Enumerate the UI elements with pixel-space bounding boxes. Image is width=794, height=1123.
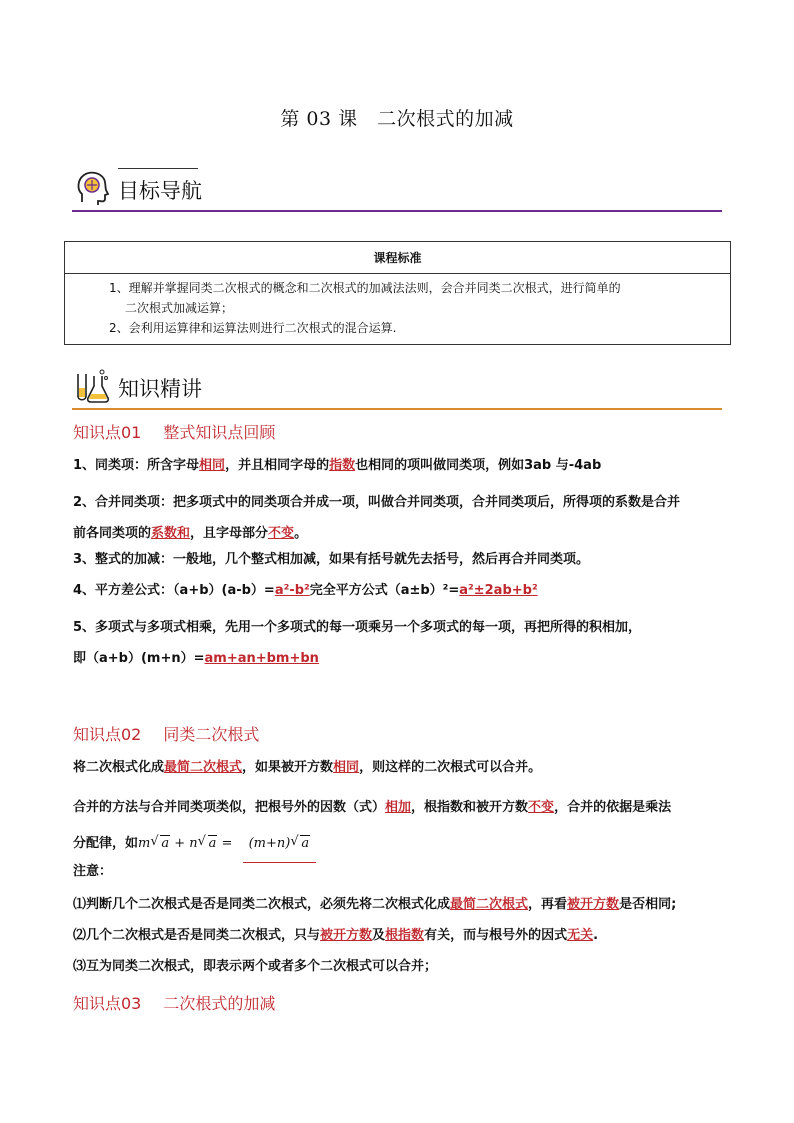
kp1-title: 知识点01 整式知识点回顾 xyxy=(73,423,276,442)
kp2-p1: 将二次根式化成最简二次根式，如果被开方数相同，则这样的二次根式可以合并。 xyxy=(73,760,542,775)
header-divider xyxy=(72,210,722,212)
formula-lhs: m√ a + n√ a = xyxy=(138,836,237,851)
section-header-knowledge xyxy=(72,366,722,410)
kp1-p5: 5、多项式与多项式相乘，先用一个多项式的每一项乘另一个多项式的每一项，再把所得的积相加， 即（a+b）(m+n）=am+an+bm+bn xyxy=(73,620,642,666)
kp2-title: 知识点02 同类二次根式 xyxy=(73,725,260,744)
standard-item-1: 1、理解并掌握同类二次根式的概念和二次根式的加减法法则，会合并同类二次根式，进行简单的 xyxy=(109,281,621,295)
kp2-note-1: ⑴判断几个二次根式是否是同类二次根式，必须先将二次根式化成最简二次根式，再看被开方数是否相同; xyxy=(73,897,677,912)
kp2-note-label: 注意： xyxy=(73,864,113,879)
kp2-note-2: ⑵几个二次根式是否是同类二次根式，只与被开方数及根指数有关，而与根号外的因式无关. xyxy=(73,928,599,943)
header-topline xyxy=(118,168,198,169)
formula-rhs: (m+n)√ a xyxy=(243,826,317,863)
header-divider xyxy=(72,408,722,410)
kp1-p2: 2、合并同类项：把多项式中的同类项合并成一项，叫做合并同类项，合并同类项后，所得项的系数是合并 前各同类项的系数和，且字母部分不变。 xyxy=(73,495,681,541)
kp1-p3: 3、整式的加减：一般地，几个整式相加减，如果有括号就先去括号，然后再合并同类项。 xyxy=(73,552,590,567)
kp3-title: 知识点03 二次根式的加减 xyxy=(73,994,276,1013)
course-standards-table xyxy=(64,241,731,345)
page-title: 第 03 课 二次根式的加减 xyxy=(280,108,514,130)
standard-item-2: 2、会利用运算律和运算法则进行二次根式的混合运算. xyxy=(109,321,397,335)
table-header: 课程标准 xyxy=(65,242,730,274)
brain-head-icon xyxy=(72,168,112,208)
section-header-goals xyxy=(72,168,722,212)
table-body xyxy=(65,274,730,344)
lab-flask-icon xyxy=(72,366,112,406)
kp1-p1: 1、同类项：所含字母相同，并且相同字母的指数也相同的项叫做同类项，例如3ab 与-4ab xyxy=(73,458,602,473)
kp1-p4: 4、平方差公式：（a+b）(a-b）=a²-b²完全平方公式（a±b）²=a²±2ab+b² xyxy=(73,583,538,598)
section-label: 知识精讲 xyxy=(118,377,202,401)
kp2-note-3: ⑶互为同类二次根式，即表示两个或者多个二次根式可以合并； xyxy=(73,959,438,974)
standard-item-1-cont: 二次根式加减运算； xyxy=(125,301,234,315)
section-label: 目标导航 xyxy=(118,179,202,203)
kp2-p2: 合并的方法与合并同类项类似，把根号外的因数（式）相加，根指数和被开方数不变，合并的依据是乘法 分配律，如m√ a + n√ a = (m+n)√ a xyxy=(73,790,728,863)
